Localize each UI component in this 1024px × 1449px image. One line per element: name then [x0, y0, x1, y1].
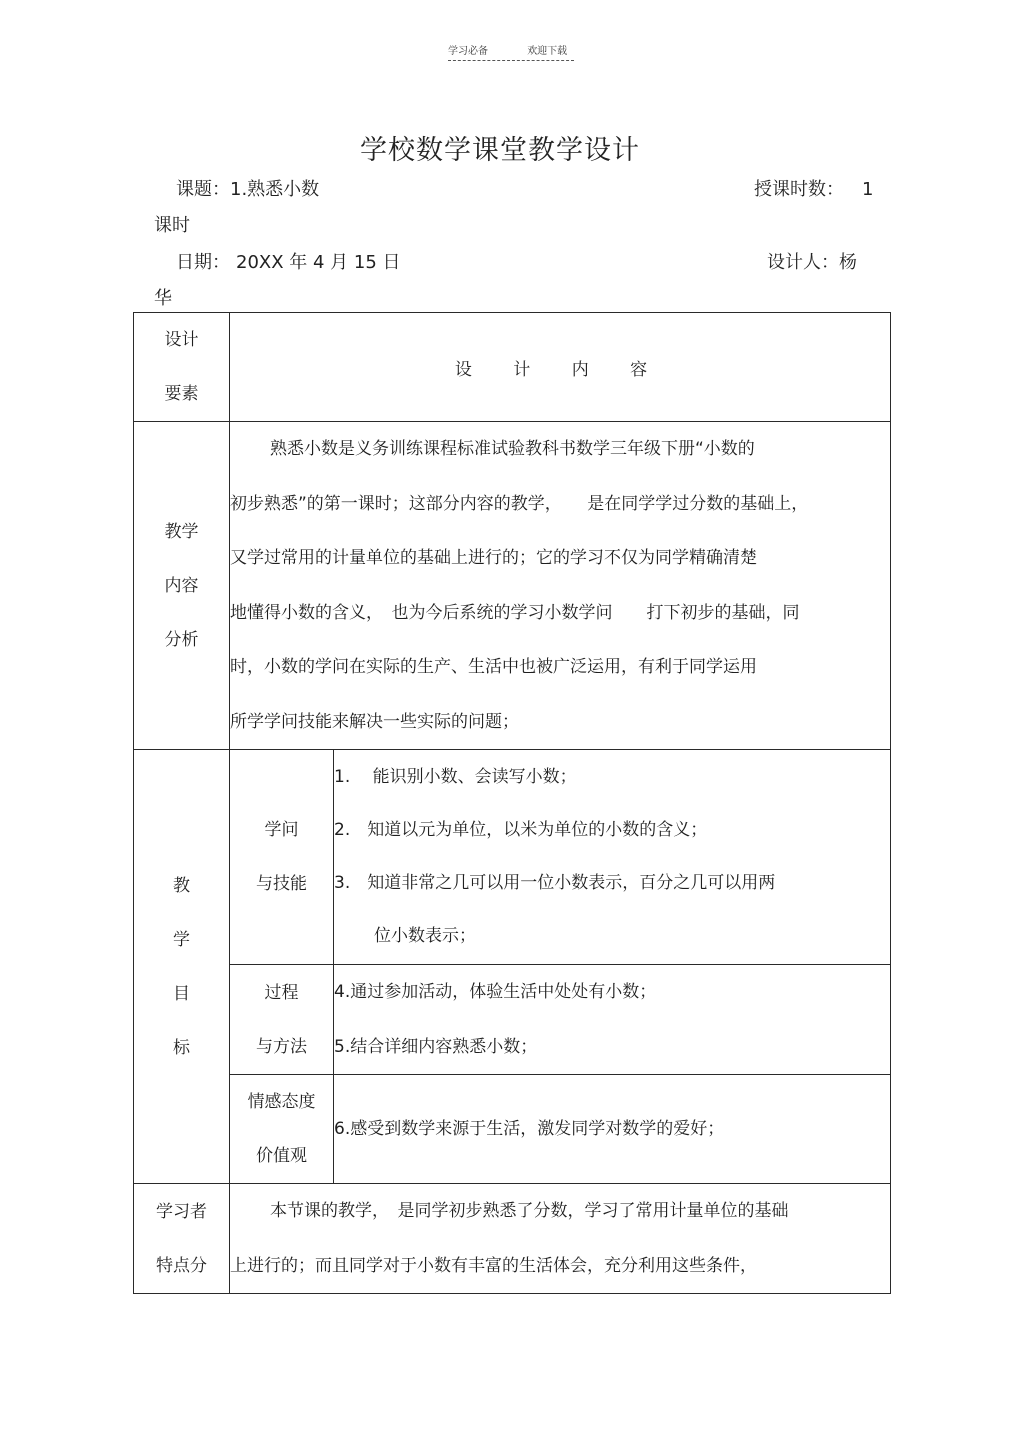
emotion-label-cell: [230, 1075, 334, 1184]
date-line: [176, 248, 401, 274]
emotion-label-2: 价值观: [256, 1146, 307, 1166]
page-title: 学校数学课堂教学设计: [360, 135, 640, 166]
knowledge-label-cell: [230, 750, 334, 965]
date-label: 日期：: [176, 252, 230, 273]
hours-label: 授课时数：: [754, 179, 844, 200]
learner-row: [134, 1184, 891, 1294]
designer-line: [767, 248, 857, 274]
emotion-label-1: 情感态度: [247, 1092, 316, 1112]
learner-line-1: 本节课的教学， 是同学初步熟悉了分数，学习了常用计量单位的基础: [270, 1201, 789, 1221]
process-line-2: 5.结合详细内容熟悉小数；: [334, 1036, 538, 1057]
knowledge-label-1: 学问: [264, 820, 299, 840]
learner-content-cell: [230, 1184, 891, 1294]
head-label-line2: 要素: [164, 384, 199, 404]
analysis-line-3: 又学过常用的计量单位的基础上进行的；它的学习不仅为同学精确清楚: [230, 548, 757, 568]
learner-label-2: 特点分: [156, 1255, 207, 1276]
goals-label-2: 学: [173, 929, 190, 950]
topic-value: 1.熟悉小数: [230, 179, 320, 200]
analysis-line-1: 熟悉小数是义务训练课程标准试验教科书数学三年级下册“小数的: [270, 439, 755, 459]
analysis-content-cell: [230, 422, 891, 750]
learner-label-cell: [134, 1184, 230, 1294]
knowledge-label-2: 与技能: [256, 874, 307, 894]
analysis-label-1: 教学: [164, 521, 199, 542]
head-label-line1: 设计: [164, 330, 199, 350]
hours-line: [754, 175, 873, 201]
goals-label-cell: [134, 750, 230, 1184]
hours-unit: 课时: [154, 215, 190, 236]
learner-line-2: 上进行的；而且同学对于小数有丰富的生活体会，充分利用这些条件，: [230, 1255, 757, 1276]
goals-process-row: [134, 965, 891, 1075]
table-head-row: [134, 313, 891, 422]
knowledge-line-1: 1. 能识别小数、会读写小数；: [334, 767, 577, 787]
process-label-2: 与方法: [256, 1036, 307, 1057]
goals-label-3: 目: [173, 983, 190, 1004]
knowledge-line-2: 2. 知道以元为单位，以米为单位的小数的含义；: [334, 820, 708, 840]
knowledge-line-4: 位小数表示；: [374, 926, 476, 946]
emotion-content-cell: [334, 1075, 891, 1184]
topic-label: 课题：: [176, 179, 230, 200]
analysis-line-5: 时，小数的学问在实际的生产、生活中也被广泛运用，有利于同学运用: [230, 657, 757, 677]
analysis-line-2: 初步熟悉”的第一课时；这部分内容的教学， 是在同学学过分数的基础上，: [230, 493, 809, 514]
analysis-label-cell: [134, 422, 230, 750]
header-right: 欢迎下载: [527, 46, 568, 57]
analysis-label-2: 内容: [164, 575, 199, 596]
analysis-row: [134, 422, 891, 750]
design-table: [133, 312, 891, 1294]
learner-label-1: 学习者: [156, 1201, 207, 1222]
process-line-1: 4.通过参加活动，体验生活中处处有小数；: [334, 982, 657, 1002]
topic-line: [176, 175, 319, 201]
hours-value: 1: [862, 179, 874, 200]
process-label-1: 过程: [264, 982, 299, 1003]
header-left: 学习必备: [448, 46, 488, 57]
goals-label-1: 教: [173, 875, 190, 896]
knowledge-line-3: 3. 知道非常之几可以用一位小数表示，百分之几可以用两: [334, 873, 776, 893]
analysis-line-4: 地懂得小数的含义， 也为今后系统的学习小数学问 打下初步的基础，同: [230, 602, 800, 623]
knowledge-content-cell: [334, 750, 891, 965]
analysis-label-3: 分析: [164, 629, 199, 650]
head-label-cell: [134, 313, 230, 422]
page-header-note: [448, 42, 574, 61]
designer-value-a: 杨: [839, 252, 857, 273]
goals-emotion-row: [134, 1075, 891, 1184]
analysis-line-6: 所学学问技能来解决一些实际的问题；: [230, 711, 519, 732]
head-content-cell: 设 计 内 容: [230, 313, 891, 422]
emotion-line-1: 6.感受到数学来源于生活，激发同学对数学的爱好；: [334, 1118, 725, 1139]
designer-value-b: 华: [154, 288, 172, 309]
designer-label: 设计人：: [767, 252, 839, 273]
process-label-cell: [230, 965, 334, 1075]
process-content-cell: [334, 965, 891, 1075]
date-value: 20XX 年 4 月 15 日: [236, 252, 401, 273]
goals-knowledge-row: [134, 750, 891, 965]
goals-label-4: 标: [173, 1037, 190, 1058]
